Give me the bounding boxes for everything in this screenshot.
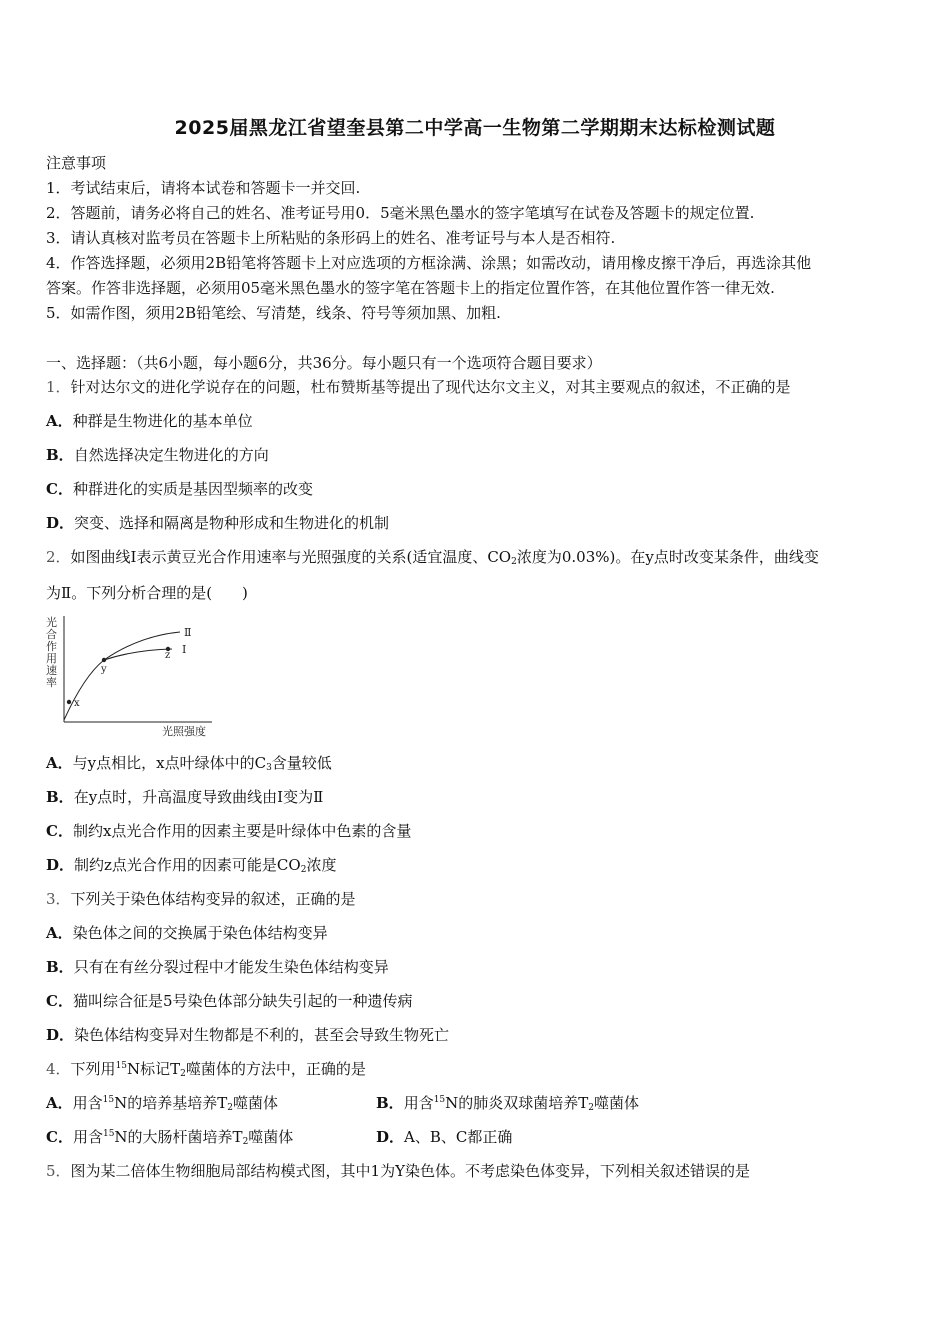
option-d: D．染色体结构变异对生物都是不利的，甚至会导致生物死亡 — [46, 1026, 450, 1044]
notice-item: 5．如需作图，须用2B铅笔绘、写清楚，线条、符号等须加黑、加粗. — [46, 304, 501, 322]
question-1-stem: 1．针对达尔文的进化学说存在的问题，杜布赞斯基等提出了现代达尔文主义，对其主要观点的叙述，不正确的是 — [46, 378, 791, 396]
option-c: C．猫叫综合征是5号染色体部分缺失引起的一种遗传病 — [46, 992, 413, 1010]
notice-item: 4．作答选择题，必须用2B铅笔将答题卡上对应选项的方框涂满、涂黑；如需改动，请用橡皮擦干净后，再选涂其他 — [46, 254, 812, 272]
option-a: A．用含$^{15}$N的培养基培养$T_2$噬菌体 — [46, 1094, 278, 1113]
option-b: B．只有在有丝分裂过程中才能发生染色体结构变异 — [46, 958, 389, 976]
y-axis-label: 合 — [46, 628, 57, 641]
question-number: 1． — [46, 378, 71, 396]
notice-item: 3．请认真核对监考员在答题卡上所粘贴的条形码上的姓名、准考证号与本人是否相符. — [46, 229, 616, 247]
question-3-stem: 3．下列关于染色体结构变异的叙述，正确的是 — [46, 890, 356, 908]
photosynthesis-chart — [44, 612, 219, 740]
option-d: D．突变、选择和隔离是物种形成和生物进化的机制 — [46, 514, 390, 532]
point-label-z: z — [165, 650, 171, 661]
page-title: 2025届黑龙江省望奎县第二中学高一生物第二学期期末达标检测试题 — [174, 117, 776, 139]
notice-item: 1．考试结束后，请将本试卷和答题卡一并交回. — [46, 179, 361, 197]
emphasis-wrong: 错误 — [690, 1162, 721, 1180]
y-axis-label: 作 — [46, 640, 57, 653]
point-y — [102, 658, 106, 662]
question-4-stem: 4．下列用$^{15}$N标记$T_2$噬菌体的方法中，正确的是 — [46, 1060, 366, 1079]
option-c: C．用含$^{15}$N的大肠杆菌培养$T_2$噬菌体 — [46, 1128, 294, 1147]
point-x — [67, 700, 71, 704]
option-d: D．A、B、C都正确 — [376, 1128, 513, 1146]
option-a: A．种群是生物进化的基本单位 — [46, 412, 253, 430]
notice-item: 答案。作答非选择题，必须用05毫米黑色墨水的签字笔在答题卡上的指定位置作答，在其他位置作答一律无效. — [46, 279, 775, 297]
series-label-I: Ⅰ — [182, 643, 187, 656]
option-a: A．染色体之间的交换属于染色体结构变异 — [46, 924, 328, 942]
option-d: D．制约z点光合作用的因素可能是$CO_2$浓度 — [46, 856, 337, 875]
option-c: C．制约x点光合作用的因素主要是叶绿体中色素的含量 — [46, 822, 412, 840]
option-b: B．自然选择决定生物进化的方向 — [46, 446, 269, 464]
y-axis-label: 用 — [46, 652, 57, 665]
x-axis-label: 光照强度 — [162, 725, 206, 738]
question-5-stem: 5．图为某二倍体生物细胞局部结构模式图，其中1为Y染色体。不考虑染色体变异，下列相关叙述错误的是 — [46, 1162, 751, 1180]
point-label-x: x — [74, 698, 80, 709]
y-axis-label: 速 — [46, 664, 57, 677]
section-heading: 一、选择题：（共6小题，每小题6分，共36分。每小题只有一个选项符合题目要求） — [46, 354, 602, 372]
series-label-II: Ⅱ — [184, 626, 192, 639]
series-line-II — [64, 632, 180, 720]
series-line-I — [104, 649, 172, 660]
question-2-stem: 2．如图曲线Ⅰ表示黄豆光合作用速率与光照强度的关系(适宜温度、$CO_2$浓度为0.03%)。在y点时改变某条件，曲线变 — [46, 548, 819, 567]
y-axis-label: 光 — [46, 616, 57, 629]
y-axis-label: 率 — [46, 676, 57, 689]
notice-heading: 注意事项 — [46, 154, 107, 172]
point-label-y: y — [101, 664, 107, 675]
question-2-stem-cont: 为Ⅱ。下列分析合理的是( ) — [46, 584, 248, 602]
option-b: B．用含$^{15}$N的肺炎双球菌培养$T_2$噬菌体 — [376, 1094, 640, 1113]
option-a: A．与y点相比，x点叶绿体中的$C_3$含量较低 — [46, 754, 332, 773]
notice-item: 2．答题前，请务必将自己的姓名、准考证号用0．5毫米黑色墨水的签字笔填写在试卷及答题卡的规定位置. — [46, 204, 755, 222]
option-b: B．在y点时，升高温度导致曲线由Ⅰ变为Ⅱ — [46, 788, 324, 806]
option-c: C．种群进化的实质是基因型频率的改变 — [46, 480, 313, 498]
